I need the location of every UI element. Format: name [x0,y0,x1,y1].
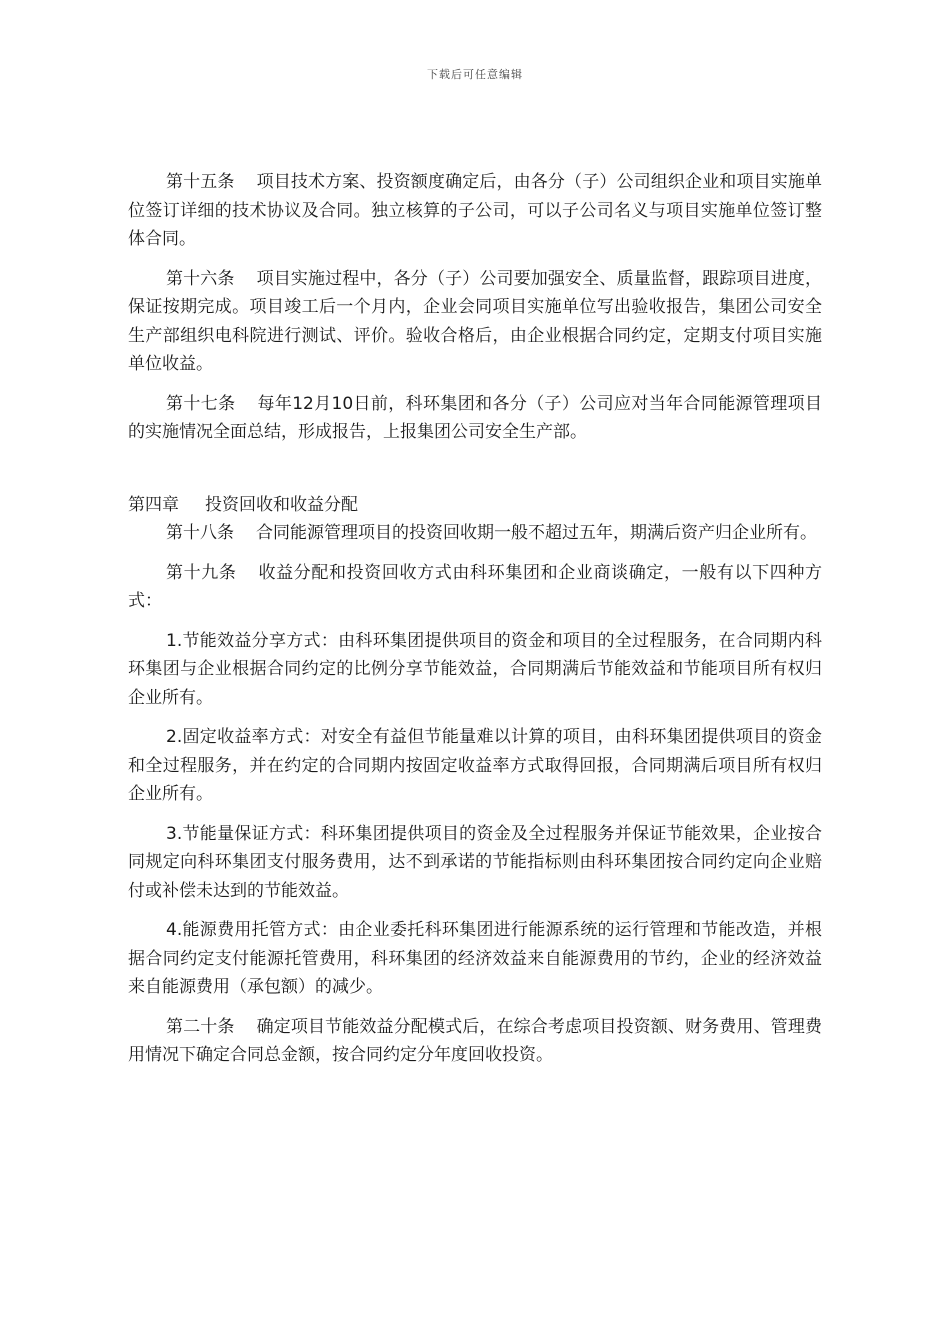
article-text: 项目实施过程中，各分（子）公司要加强安全、质量监督，跟踪项目进度，保证按期完成。项目竣工后一个月内，企业会同项目实施单位写出验收报告，集团公司安全生产部组织电科院进行测试、评价。验收合格后，由企业根据合同约定，定期支付项目实施单位收益。 [128,268,823,374]
list-item-1: 1.节能效益分享方式：由科环集团提供项目的资金和项目的全过程服务，在合同期内科环集团与企业根据合同约定的比例分享节能效益，合同期满后节能效益和节能项目所有权归企业所有。 [128,630,822,708]
article-label: 第十九条 [166,562,237,583]
article-20 [128,1013,822,1070]
article-label: 第二十条 [166,1016,235,1037]
chapter-label: 第四章 [128,494,179,515]
article-text: 每年12月10日前，科环集团和各分（子）公司应对当年合同能源管理项目的实施情况全面总结，形成报告，上报集团公司安全生产部。 [128,393,823,442]
article-16 [128,265,822,379]
chapter-title: 投资回收和收益分配 [205,494,358,515]
article-label: 第十六条 [166,268,235,289]
article-15 [128,168,822,254]
page-header: 下载后可任意编辑 [427,68,523,81]
article-label: 第十八条 [166,523,234,543]
article-text: 项目技术方案、投资额度确定后，由各分（子）公司组织企业和项目实施单位签订详细的技术协议及合同。独立核算的子公司，可以子公司名义与项目实施单位签订整体合同。 [128,172,823,249]
article-label: 第十五条 [166,172,235,192]
list-item-2: 2.固定收益率方式：对安全有益但节能量难以计算的项目，由科环集团提供项目的资金和全过程服务，并在约定的合同期内按固定收益率方式取得回报，合同期满后项目所有权归企业所有。 [128,727,822,804]
article-text: 收益分配和投资回收方式由科环集团和企业商谈确定，一般有以下四种方式： [128,562,822,611]
article-19 [128,559,822,616]
article-text: 确定项目节能效益分配模式后，在综合考虑项目投资额、财务费用、管理费用情况下确定合同总金额，按合同约定分年度回收投资。 [128,1016,823,1065]
list-item-4: 4.能源费用托管方式：由企业委托科环集团进行能源系统的运行管理和节能改造，并根据合同约定支付能源托管费用，科环集团的经济效益来自能源费用的节约，企业的经济效益来自能源费用（承包额）的减少。 [128,920,822,997]
chapter-heading [128,491,822,520]
article-text: 合同能源管理项目的投资回收期一般不超过五年，期满后资产归企业所有。 [256,523,817,543]
list-item-3: 3.节能量保证方式：科环集团提供项目的资金及全过程服务并保证节能效果，企业按合同规定向科环集团支付服务费用，达不到承诺的节能指标则由科环集团按合同约定向企业赔付或补偿未达到的节能效益。 [128,823,822,901]
article-18 [128,519,822,548]
document-body [128,168,822,1081]
article-label: 第十七条 [166,393,236,414]
article-17 [128,390,822,447]
